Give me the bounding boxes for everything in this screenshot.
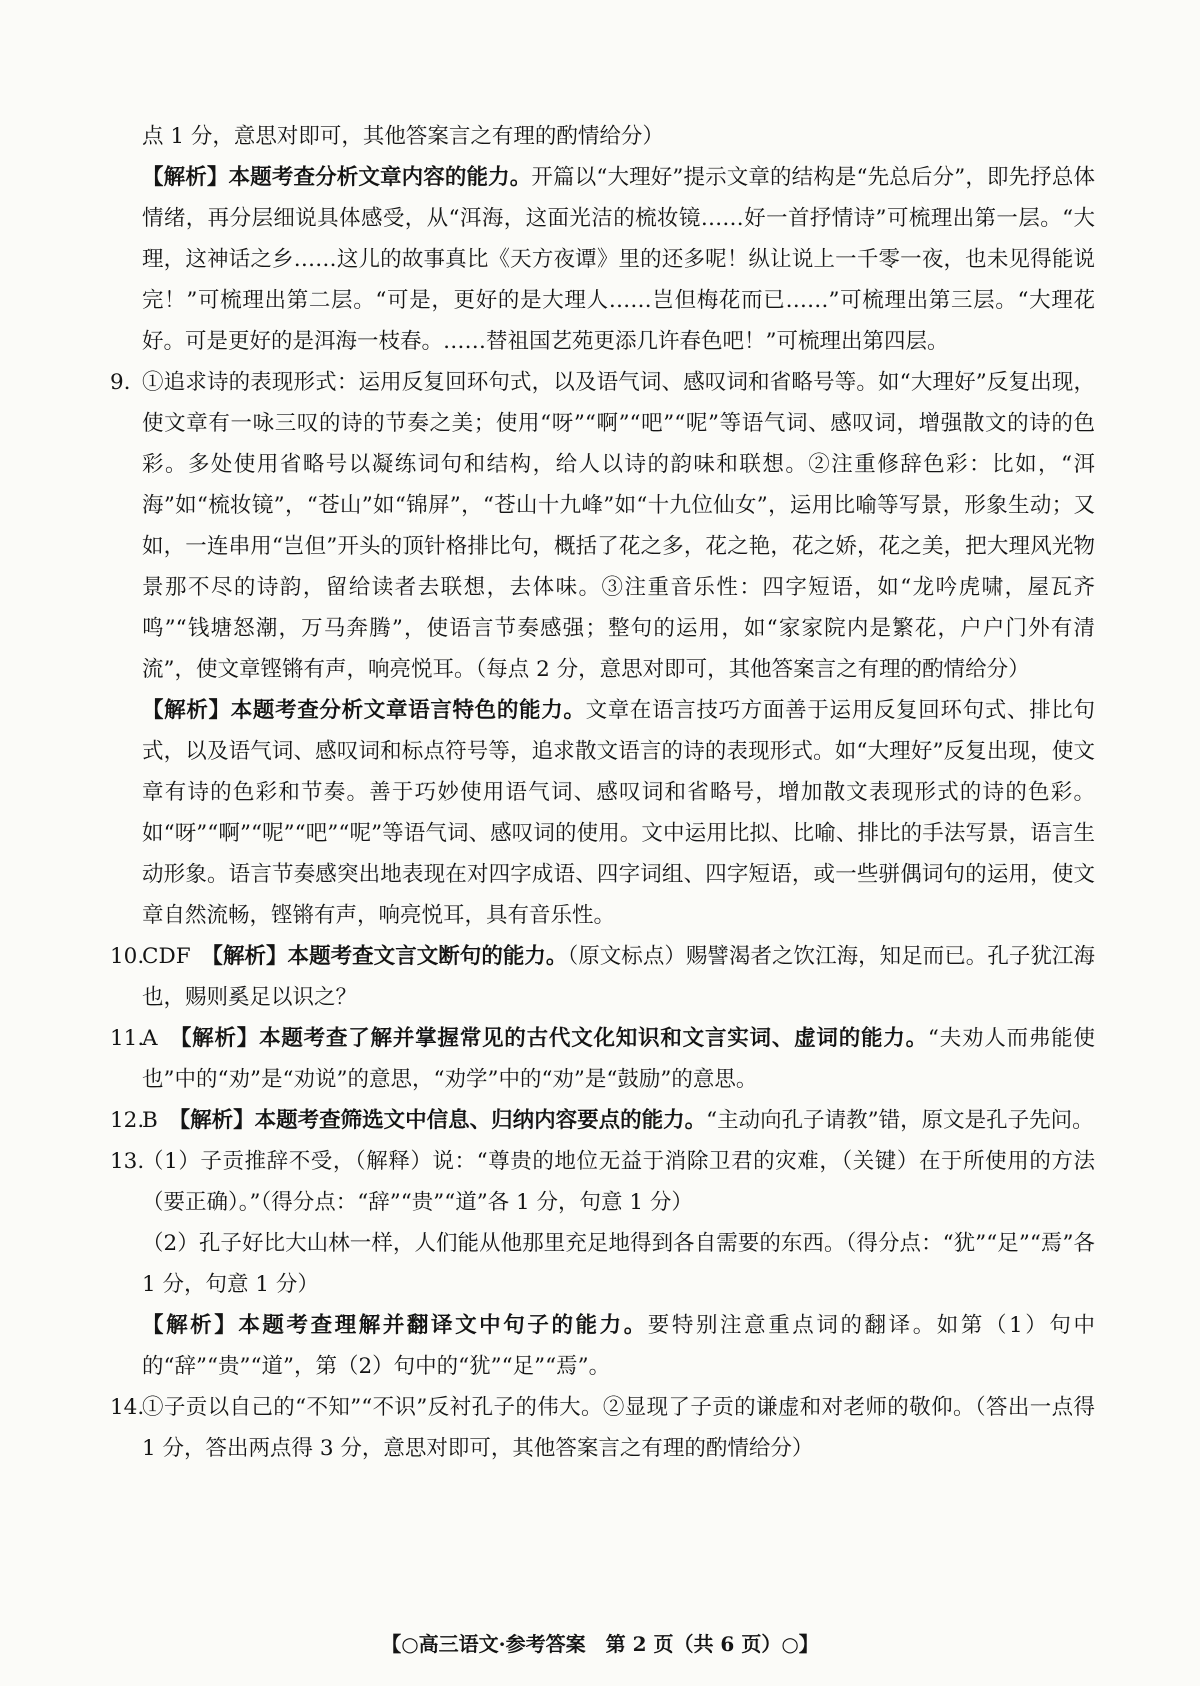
analysis-tag: 【解析】: [212, 944, 288, 969]
analysis-tag: 【解析】: [179, 1108, 255, 1133]
question-10: [110, 936, 1095, 1018]
answer-content: [110, 116, 1095, 1469]
analysis-focus: 本题考查分析文章内容的能力。: [228, 165, 532, 190]
question-14: [110, 1387, 1095, 1469]
question-13: [110, 1141, 1095, 1387]
analysis-focus: 本题考查了解并掌握常见的古代文化知识和文言实词、虚词的能力。: [259, 1026, 928, 1051]
analysis-focus: 本题考查理解并翻译文中句子的能力。: [238, 1313, 648, 1338]
analysis-focus: 本题考查分析文章语言特色的能力。: [230, 698, 586, 723]
answer-part-2: （2）孔子好比大山林一样，人们能从他那里充足地得到各自需要的东西。（得分点：“犹”“足”“焉”各 1 分，句意 1 分）: [142, 1231, 1095, 1297]
analysis-text: 文章在语言技巧方面善于运用反复回环句式、排比句式，以及语气词、感叹词和标点符号等，追求散文语言的诗的表现形式。如“大理好”反复出现，使文章有诗的色彩和节奏。善于巧妙使用语气词、感叹词和省略号，增加散文表现形式的诗的色彩。如“呀”“啊”“呢”“吧”“呢”等语气词、感叹词的使用。文中运用比拟、比喻、排比的手法写景，语言生动形象。语言节奏感突出地表现在对四字成语、四字词组、四字短语，或一些骈偶词句的运用，使文章自然流畅，铿锵有声，响亮悦耳，具有音乐性。: [142, 698, 1095, 928]
analysis-focus: 本题考查筛选文中信息、归纳内容要点的能力。: [254, 1108, 707, 1133]
analysis-text: （原文标点）赐譬渴者之饮江海，知足而已。孔子犹江海也，赐则奚足以识之？: [142, 944, 1095, 1010]
answer-part-1: （1）子贡推辞不受，（解释）说：“尊贵的地位无益于消除卫君的灾难，（关键）在于所使用的方法（要正确）。”（得分点：“辞”“贵”“道”各 1 分，句意 1 分）: [142, 1149, 1095, 1215]
question-11: [110, 1018, 1095, 1100]
q8-continuation: 点 1 分，意思对即可，其他答案言之有理的酌情给分）: [142, 124, 664, 149]
answer-text: ①子贡以自己的“不知”“不识”反衬孔子的伟大。②显现了子贡的谦虚和对老师的敬仰。（答出一点得 1 分，答出两点得 3 分，意思对即可，其他答案言之有理的酌情给分）: [142, 1395, 1095, 1461]
analysis-text: 开篇以“大理好”提示文章的结构是“先总后分”，即先抒总体情绪，再分层细说具体感受，从“洱海，这面光洁的梳妆镜……好一首抒情诗”可梳理出第一层。“大理，这神话之乡……这儿的故事真比《天方夜谭》里的还多呢！纵让说上一千零一夜，也未见得能说完！”可梳理出第二层。“可是，更好的是大理人……岂但梅花而已……”可梳理出第三层。“大理花好。可是更好的是洱海一枝春。……替祖国艺苑更添几许春色吧！”可梳理出第四层。: [142, 165, 1095, 354]
question-number: 14.: [110, 1395, 145, 1420]
answer-choice: B: [142, 1108, 158, 1133]
analysis-tag: 【解析】: [180, 1026, 260, 1051]
question-number: 10.: [110, 944, 145, 969]
analysis-tag: 【解析】: [142, 1313, 239, 1338]
analysis-tag: 【解析】: [142, 698, 231, 723]
question-number: 12.: [110, 1108, 145, 1133]
answer-choice: CDF: [142, 944, 191, 969]
q8-analysis: [110, 157, 1095, 362]
analysis-tag: 【解析】: [142, 165, 229, 190]
answer-text: [142, 1100, 1095, 1141]
analysis-text: “夫劝人而弗能使也”中的“劝”是“劝说”的意思，“劝学”中的“劝”是“鼓励”的意思。: [142, 1026, 1095, 1092]
analysis-text: “主动向孔子请教”错，原文是孔子先问。: [706, 1108, 1094, 1133]
question-12: [110, 1100, 1095, 1141]
question-number: 9.: [110, 370, 131, 395]
answer-text: ①追求诗的表现形式：运用反复回环句式，以及语气词、感叹词和省略号等。如“大理好”反复出现，使文章有一咏三叹的诗的节奏之美；使用“呀”“啊”“吧”“呢”等语气词、感叹词，增强散文的诗的色彩。多处使用省略号以凝练词句和结构，给人以诗的韵味和联想。②注重修辞色彩：比如，“洱海”如“梳妆镜”，“苍山”如“锦屏”，“苍山十九峰”如“十九位仙女”，运用比喻等写景，形象生动；又如，一连串用“岂但”开头的顶针格排比句，概括了花之多，花之艳，花之娇，花之美，把大理风光物景那不尽的诗韵，留给读者去联想，去体味。③注重音乐性：四字短语，如“龙吟虎啸，屋瓦齐鸣”“钱塘怒潮，万马奔腾”，使语言节奏感强；整句的运用，如“家家院内是繁花，户户门外有清流”，使文章铿锵有声，响亮悦耳。（每点 2 分，意思对即可，其他答案言之有理的酌情给分）: [142, 370, 1095, 682]
analysis-focus: 本题考查文言文断句的能力。: [287, 944, 568, 969]
answer-choice: A: [142, 1026, 158, 1051]
q9-analysis: [142, 690, 1095, 936]
question-number: 11.: [110, 1026, 145, 1051]
page-footer: 【○高三语文·参考答案 第 2 页（共 6 页）○】: [381, 1632, 819, 1656]
question-9: [110, 362, 1095, 936]
q13-analysis: [142, 1305, 1095, 1387]
analysis-text: 要特别注意重点词的翻译。如第（1）句中的“辞”“贵”“道”，第（2）句中的“犹”“足”“焉”。: [142, 1313, 1095, 1379]
answer-text: [142, 936, 1095, 1018]
answer-text: [142, 1018, 1095, 1100]
question-number: 13.: [110, 1149, 145, 1174]
